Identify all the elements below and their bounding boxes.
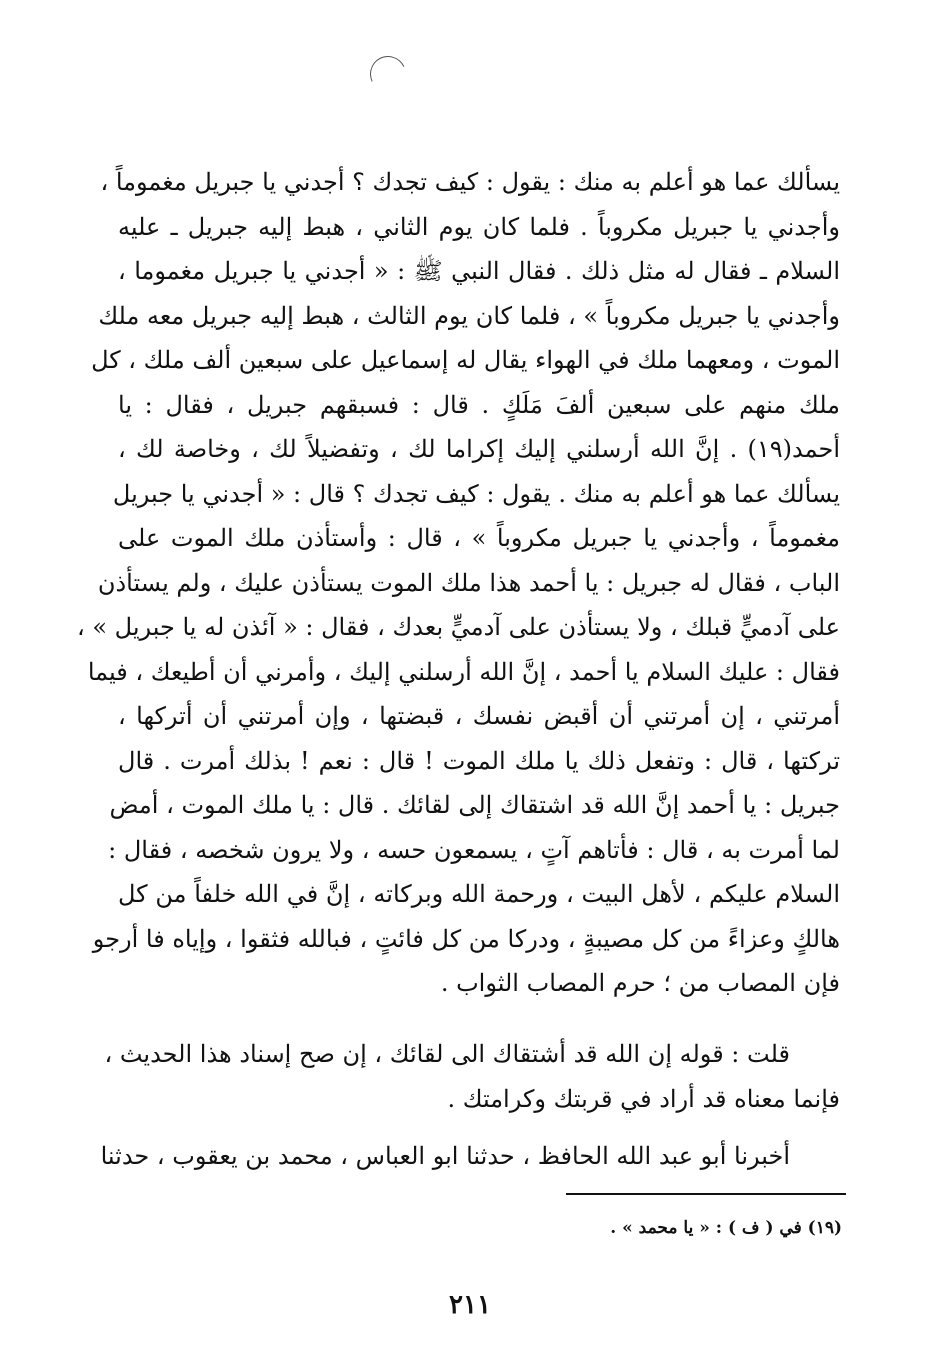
page-corner-mark xyxy=(365,51,411,97)
comment-paragraph xyxy=(104,1032,840,1121)
text-line: جبريل : يا أحمد إنَّ الله قد اشتقاك إلى لقائك . قال : يا ملك الموت ، أمض xyxy=(109,791,840,819)
text-line: السلام ـ فقال له مثل ذلك . فقال النبي ﷺ : « أجدني يا جبريل مغموما ، xyxy=(118,257,840,285)
text-line: أمرتني ، إن أمرتني أن أقبض نفسك ، قبضتها ، وإن أمرتني أن أتركها ، xyxy=(118,702,840,730)
main-paragraph xyxy=(76,160,841,1006)
text-line: الباب ، فقال له جبريل : يا أحمد هذا ملك الموت يستأذن عليك ، ولم يستأذن xyxy=(97,568,840,597)
text-line: ملك منهم على سبعين ألفَ مَلَكٍ . قال : فسبقهم جبريل ، فقال : يا xyxy=(118,390,840,419)
chain-paragraph xyxy=(100,1134,840,1179)
text-line: وأجدني يا جبريل مكروباً » ، فلما كان يوم الثالث ، هبط إليه جبريل معه ملك xyxy=(98,301,840,330)
footnote-divider xyxy=(566,1193,846,1195)
text-line: يسألك عما هو أعلم به منك . يقول : كيف تجدك ؟ قال : « أجدني يا جبريل xyxy=(112,479,840,508)
text-line: يسألك عما هو أعلم به منك : يقول : كيف تجدك ؟ أجدني يا جبريل مغموماً ، xyxy=(100,168,840,196)
text-line: تركتها ، قال : وتفعل ذلك يا ملك الموت ! قال : نعم ! بذلك أمرت . قال xyxy=(118,746,840,775)
footnote: (١٩) في ( ف ) : « يا محمد » . xyxy=(610,1218,842,1238)
text-line: وأجدني يا جبريل مكروباً . فلما كان يوم الثاني ، هبط إليه جبريل ـ عليه xyxy=(118,212,840,241)
text-line: مغموماً ، وأجدني يا جبريل مكروباً » ، قال : وأستأذن ملك الموت على xyxy=(118,524,841,552)
text-line: السلام عليكم ، لأهل البيت ، ورحمة الله وبركاته ، إنَّ في الله خلفاً من كل xyxy=(118,880,840,908)
page-number: ٢١١ xyxy=(449,1290,491,1320)
text-line: قلت : قوله إن الله قد أشتقاك الى لقائك ، إن صح إسناد هذا الحديث ، xyxy=(104,1040,790,1068)
text-line: الموت ، ومعهما ملك في الهواء يقال له إسماعيل على سبعين ألف ملك ، كل xyxy=(91,346,840,374)
text-line: أحمد(١٩) . إنَّ الله أرسلني إليك إكراما لك ، وتفضيلاً لك ، وخاصة لك ، xyxy=(118,435,840,463)
text-line: أخبرنا أبو عبد الله الحافظ ، حدثنا ابو العباس ، محمد بن يعقوب ، حدثنا xyxy=(100,1142,790,1170)
text-line: هالكٍ وعزاءً من كل مصيبةٍ ، ودركا من كل فائتٍ ، فبالله فثقوا ، وإياه فا أرجو xyxy=(92,924,840,953)
text-line: فإنما معناه قد أراد في قربتك وكرامتك . xyxy=(447,1084,840,1113)
text-line: لما أمرت به ، قال : فأتاهم آتٍ ، يسمعون حسه ، ولا يرون شخصه ، فقال : xyxy=(108,835,840,864)
text-line: فإن المصاب من ؛ حرم المصاب الثواب . xyxy=(440,969,840,997)
text-line: على آدميٍّ قبلك ، ولا يستأذن على آدميٍّ بعدك ، فقال : « آئذن له يا جبريل » ، xyxy=(76,613,840,641)
text-line: فقال : عليك السلام يا أحمد ، إنَّ الله أرسلني إليك ، وأمرني أن أطيعك ، فيما xyxy=(87,657,840,686)
